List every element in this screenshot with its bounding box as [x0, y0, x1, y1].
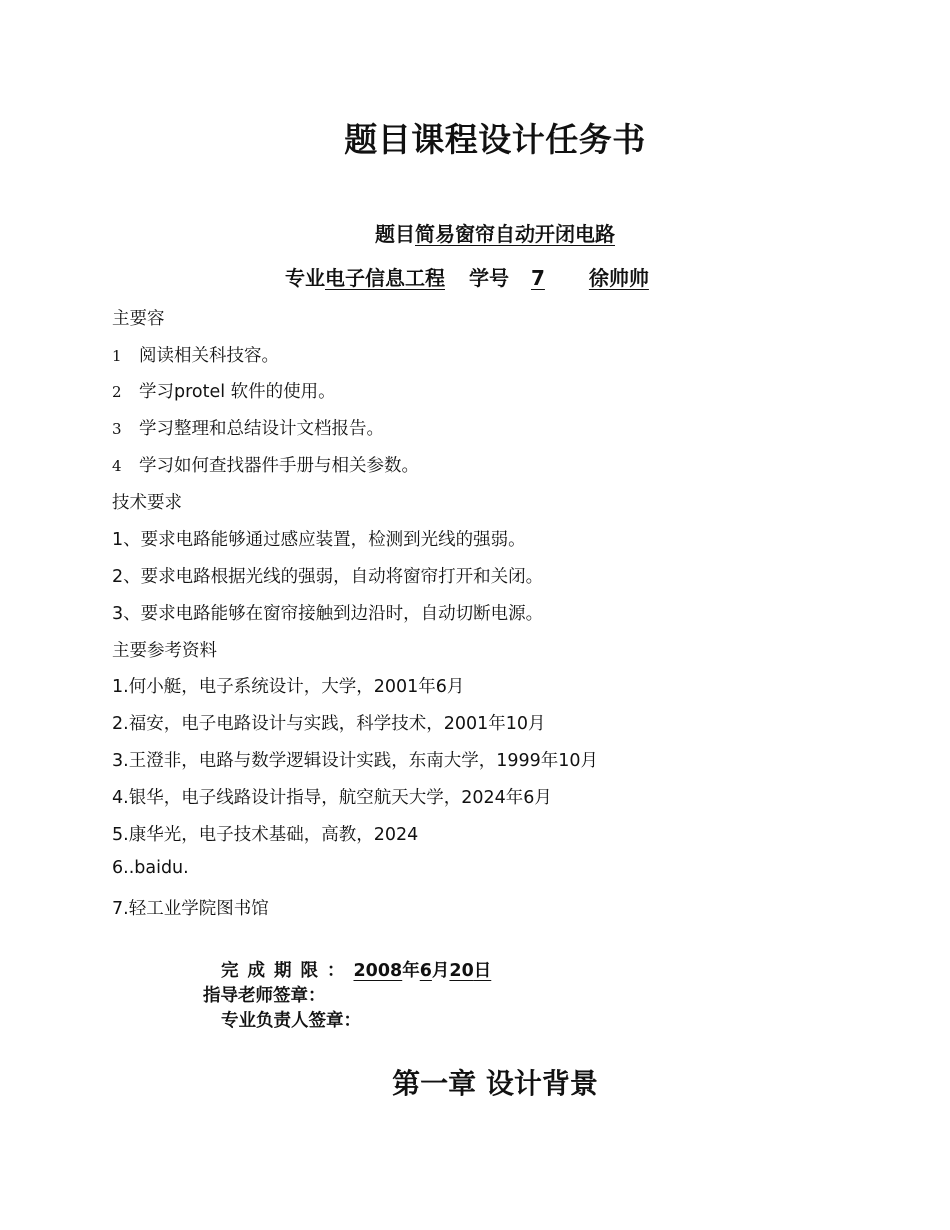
main-content-item — [112, 342, 279, 367]
item-text: 阅读相关科技容。 — [139, 346, 279, 366]
major-label: 专业 — [285, 266, 325, 290]
item-number: 1 — [112, 347, 122, 365]
main-content-item — [112, 378, 336, 403]
document-title: 题目课程设计任务书 — [344, 120, 646, 159]
item-text: 学习protel 软件的使用。 — [139, 382, 336, 402]
reference-item: 3.王澄非，电路与数学逻辑设计实践，东南大学，1999年10月 — [112, 751, 598, 771]
main-content-item — [112, 452, 419, 477]
major-value: 电子信息工程 — [325, 266, 445, 290]
deadline-year: 2008 — [353, 961, 403, 981]
major-value-field — [325, 266, 467, 290]
deadline-label: 完成期限： — [221, 961, 354, 981]
day-char: 日 — [473, 961, 492, 981]
year-char: 年 — [402, 961, 420, 981]
item-text: 学习如何查找器件手册与相关参数。 — [139, 456, 419, 476]
tech-requirement-item: 3、要求电路能够在窗帘接触到边沿时，自动切断电源。 — [112, 604, 544, 624]
item-number: 3 — [112, 420, 122, 438]
references-heading: 主要参考资料 — [112, 641, 217, 661]
reference-item: 1.何小艇，电子系统设计，大学，2001年6月 — [112, 677, 465, 697]
tech-requirement-item: 1、要求电路能够通过感应装置，检测到光线的强弱。 — [112, 530, 526, 550]
director-signature-label: 专业负责人签章： — [221, 1011, 361, 1031]
reference-item: 7.轻工业学院图书馆 — [112, 899, 269, 919]
advisor-signature-label: 指导老师签章： — [203, 986, 326, 1006]
student-id-field — [509, 266, 681, 290]
main-content-item — [112, 415, 384, 440]
item-number: 2 — [112, 383, 122, 401]
deadline-line — [221, 957, 491, 982]
subject-value: 简易窗帘自动开闭电路 — [415, 222, 615, 246]
chapter-heading: 第一章 设计背景 — [392, 1067, 598, 1100]
student-info-line — [285, 262, 681, 291]
month-char: 月 — [431, 961, 450, 981]
reference-item: 5.康华光，电子技术基础，高教，2024 — [112, 825, 419, 845]
subject-line — [0, 218, 950, 247]
subject-label: 题目 — [375, 222, 415, 246]
reference-item: 6..baidu. — [112, 858, 189, 878]
student-id-value: 7 — [531, 266, 545, 290]
reference-item: 4.银华，电子线路设计指导，航空航天大学，2024年6月 — [112, 788, 552, 808]
deadline-day: 20 — [449, 961, 474, 981]
tech-requirements-heading: 技术要求 — [112, 493, 182, 513]
deadline-month: 6 — [419, 961, 432, 981]
main-content-heading: 主要容 — [112, 309, 165, 329]
item-text: 学习整理和总结设计文档报告。 — [139, 419, 384, 439]
reference-item: 2.福安，电子电路设计与实践，科学技术，2001年10月 — [112, 714, 546, 734]
student-id-label: 学号 — [469, 266, 509, 290]
tech-requirement-item: 2、要求电路根据光线的强弱，自动将窗帘打开和关闭。 — [112, 567, 544, 587]
item-number: 4 — [112, 457, 122, 475]
student-name-value: 徐帅帅 — [588, 266, 649, 290]
